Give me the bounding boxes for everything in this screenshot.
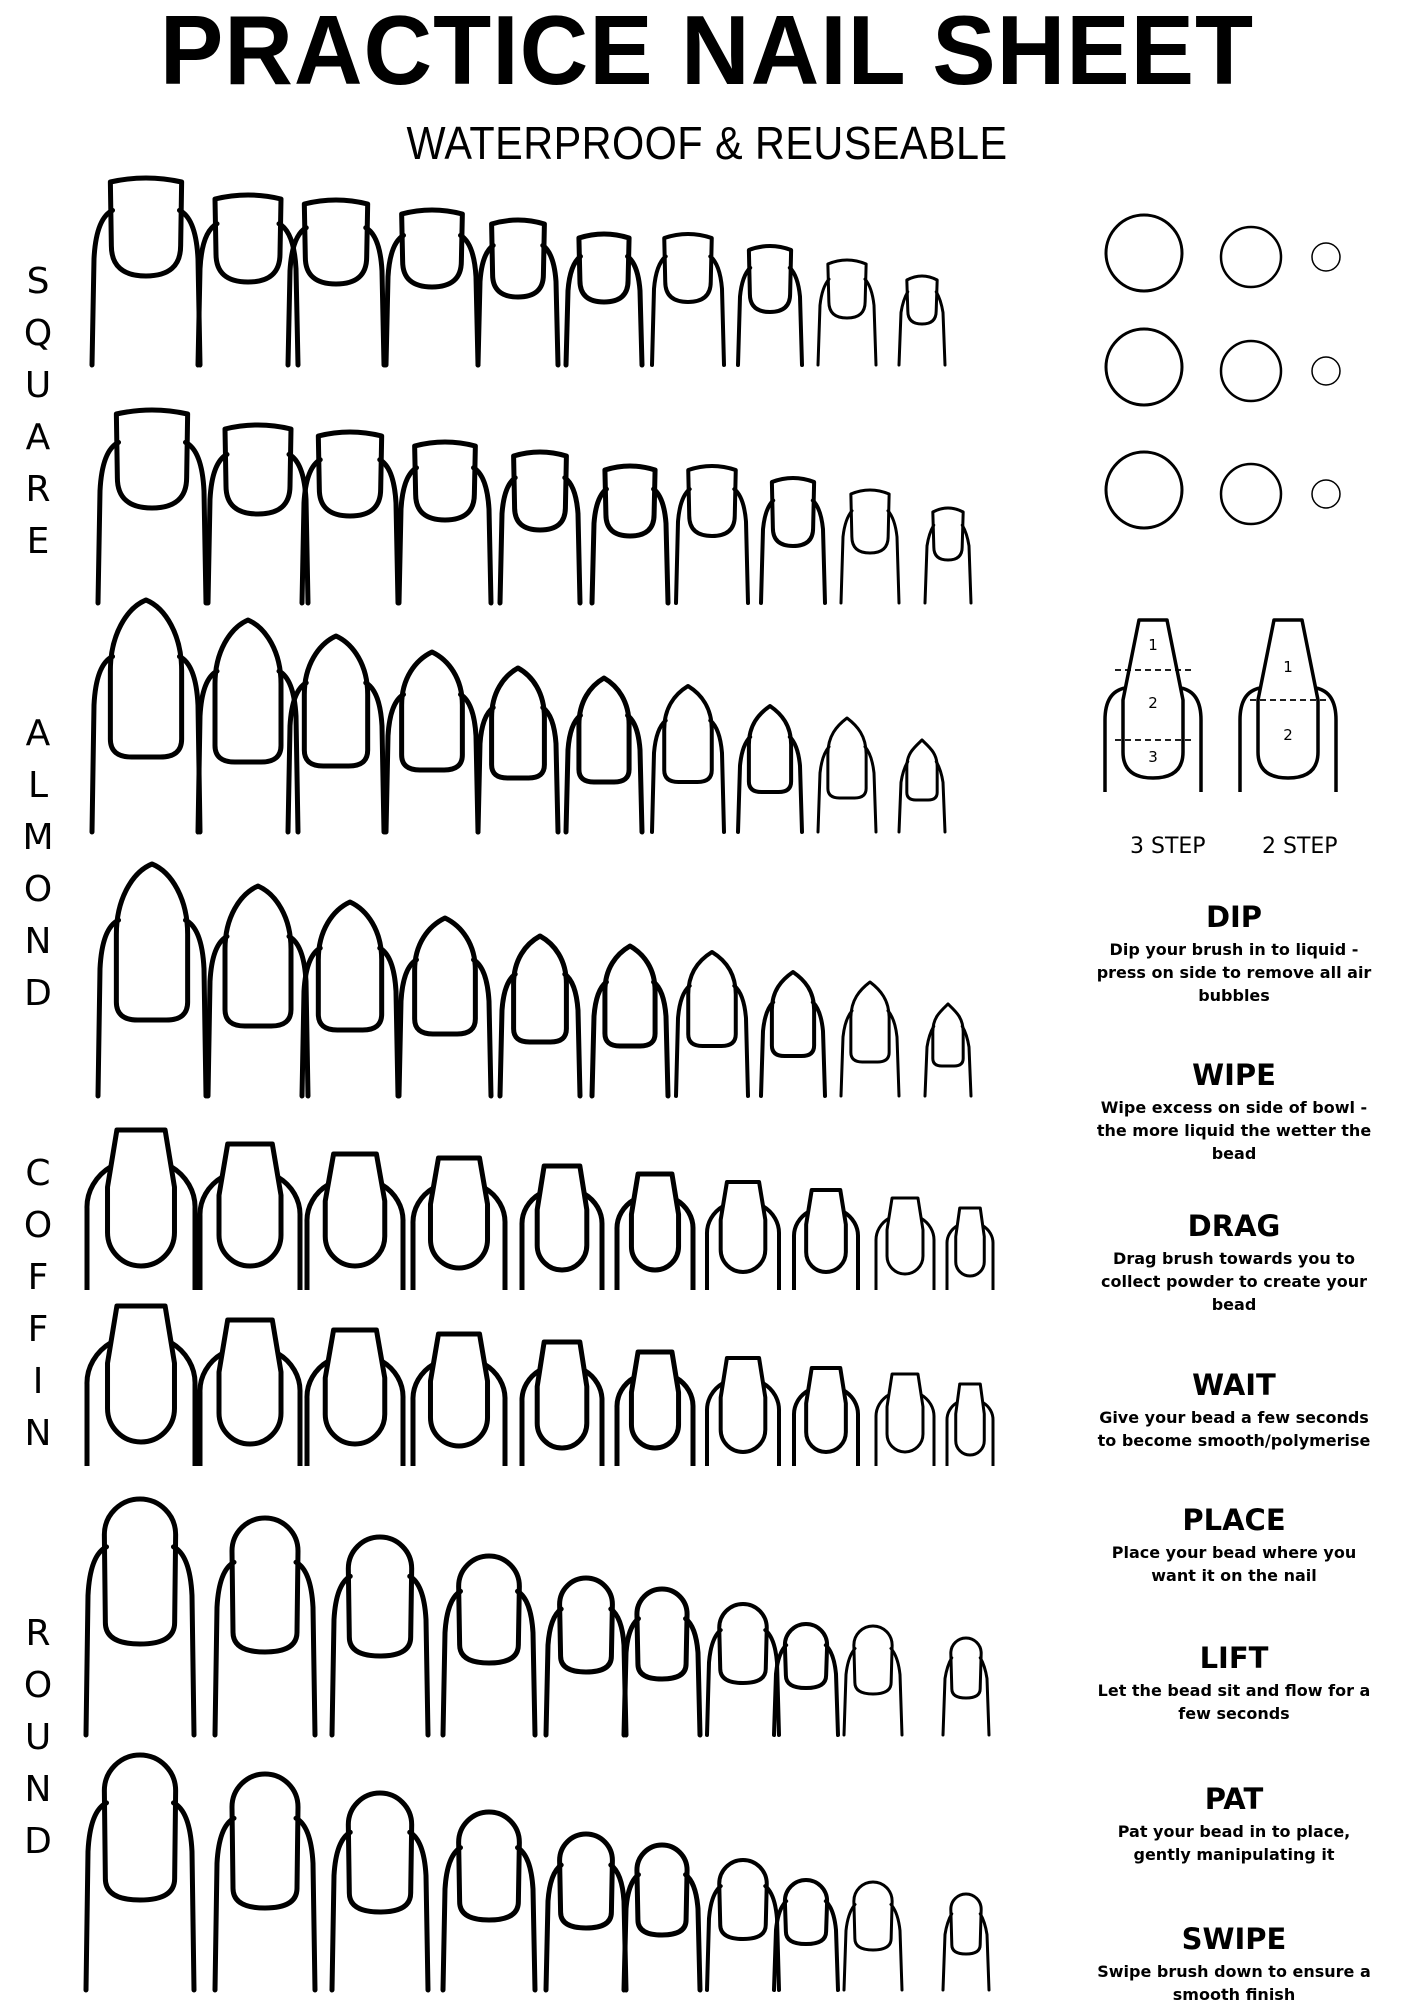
- almond-nail-tip: [318, 902, 381, 1030]
- practice-nail: [738, 246, 802, 365]
- square-nail-tip: [749, 246, 791, 312]
- coffin-nail-tip: [956, 1208, 985, 1276]
- round-nail-tip: [785, 1624, 827, 1688]
- practice-nail: [86, 1499, 194, 1735]
- coffin-nail-tip: [219, 1320, 281, 1444]
- almond-nail-tip: [402, 652, 463, 770]
- step-title: DIP: [1205, 900, 1263, 934]
- square-nail-tip: [215, 195, 281, 282]
- almond-nail-tip: [664, 686, 712, 782]
- coffin-nail-tip: [721, 1182, 766, 1272]
- step-description: Dip your brush in to liquid - press on side to remove all air bubbles: [1096, 940, 1372, 1005]
- square-nail-tip: [579, 234, 629, 302]
- step-drag: [1094, 1209, 1374, 1316]
- step-description: Let the bead sit and flow for a few seconds: [1097, 1681, 1371, 1723]
- bead-circle-small: [1312, 357, 1340, 385]
- round-nail-tip: [232, 1518, 298, 1652]
- practice-nail: [98, 410, 206, 603]
- practice-nail: [443, 1556, 535, 1735]
- section-label-letter: O: [23, 1665, 53, 1706]
- practice-nail: [876, 1198, 934, 1290]
- section-label-letter: O: [23, 1205, 53, 1246]
- section-label-letter: D: [24, 973, 52, 1014]
- round-nail-tip: [560, 1834, 613, 1928]
- square-nail-tip: [851, 490, 889, 553]
- practice-nail: [500, 936, 580, 1096]
- almond-nail-tip: [605, 946, 655, 1046]
- coffin-nail-tip: [537, 1342, 587, 1448]
- nail-row-almond: [92, 600, 945, 832]
- coffin-nail-tip: [956, 1384, 985, 1455]
- almond-nail-tip: [579, 678, 629, 782]
- coffin-nail-tip: [631, 1352, 678, 1448]
- practice-nail: [546, 1834, 626, 1990]
- square-nail-tip: [318, 432, 381, 516]
- practice-nail: [925, 508, 971, 603]
- practice-nail: [566, 234, 642, 365]
- almond-nail-tip: [304, 636, 367, 766]
- round-nail-tip: [459, 1812, 520, 1920]
- coffin-nail-tip: [537, 1166, 587, 1270]
- step-description: Swipe brush down to ensure a smooth finish: [1097, 1962, 1371, 2004]
- practice-nail: [943, 1638, 989, 1735]
- square-nail-tip: [514, 452, 567, 530]
- step-description: Pat your bead in to place, gently manipulating it: [1117, 1822, 1351, 1864]
- square-nail-tip: [402, 210, 463, 287]
- practice-nail: [592, 946, 668, 1096]
- nail-row-coffin: [87, 1130, 993, 1290]
- coffin-nail-tip: [325, 1154, 385, 1266]
- practice-nail: [761, 478, 825, 603]
- practice-nail: [208, 425, 308, 603]
- section-label-letter: I: [32, 1361, 44, 1402]
- round-nail-tip: [637, 1589, 687, 1679]
- almond-nail-tip: [215, 620, 281, 762]
- bead-circle-small: [1312, 243, 1340, 271]
- practice-nail: [707, 1358, 779, 1466]
- almond-nail-tip: [828, 718, 866, 798]
- bead-circle-large: [1106, 452, 1182, 528]
- almond-nail-tip: [907, 740, 937, 800]
- practice-nail: [844, 1626, 902, 1735]
- two-step-label: 2 STEP: [1262, 834, 1338, 859]
- step-wipe: [1094, 1058, 1374, 1165]
- practice-nail: [478, 220, 558, 365]
- three-step-diagram: [1105, 620, 1201, 792]
- coffin-nail-tip: [430, 1158, 487, 1268]
- practice-nail: [522, 1166, 602, 1290]
- practice-nail: [899, 276, 945, 365]
- bead-circle-medium: [1221, 227, 1281, 287]
- step-title: PLACE: [1182, 1503, 1286, 1537]
- step-dip: [1094, 900, 1374, 1007]
- square-nail-tip: [304, 200, 367, 284]
- practice-nail: [774, 1880, 838, 1990]
- practice-nail: [208, 886, 308, 1096]
- step-description: Wipe excess on side of bowl - the more liquid the wetter the bead: [1096, 1098, 1372, 1163]
- round-nail-tip: [348, 1537, 411, 1656]
- zone-number: 2: [1283, 726, 1293, 744]
- round-nail-tip: [785, 1880, 827, 1944]
- practice-nail: [307, 1154, 403, 1290]
- page-title: PRACTICE NAIL SHEET: [159, 0, 1255, 105]
- square-nail-tip: [772, 478, 814, 546]
- round-nail-tip: [854, 1882, 892, 1950]
- nail-row-square: [98, 410, 971, 603]
- practice-nail: [738, 706, 802, 832]
- round-nail-tip: [854, 1626, 892, 1694]
- practice-nail: [841, 982, 899, 1096]
- nail-row-almond: [98, 864, 971, 1096]
- bead-circle-medium: [1221, 341, 1281, 401]
- square-nail-tip: [664, 234, 712, 302]
- practice-nail: [386, 210, 478, 365]
- practice-nail: [332, 1537, 428, 1735]
- coffin-nail-tip: [806, 1368, 846, 1452]
- bead-circle-medium: [1221, 464, 1281, 524]
- practice-nail: [198, 620, 298, 832]
- practice-nail: [92, 600, 200, 832]
- step-description: Give your bead a few seconds to become smooth/polymerise: [1097, 1408, 1371, 1450]
- practice-nail: [707, 1604, 779, 1735]
- nail-row-square: [92, 178, 945, 365]
- square-nail-tip: [110, 178, 181, 276]
- practice-nail: [443, 1812, 535, 1990]
- step-place: [1094, 1503, 1374, 1587]
- coffin-nail-tip: [1258, 620, 1318, 778]
- section-label-letter: Q: [23, 313, 53, 354]
- section-label-letter: U: [24, 1717, 52, 1758]
- bead-size-circles: [1106, 215, 1340, 528]
- step-lift: [1094, 1641, 1374, 1725]
- practice-nail: [818, 718, 876, 832]
- practice-nail: [566, 678, 642, 832]
- practice-nail: [500, 452, 580, 603]
- round-nail-tip: [637, 1845, 687, 1935]
- square-nail-tip: [907, 276, 937, 324]
- practice-nail: [707, 1860, 779, 1990]
- coffin-nail-tip: [887, 1198, 923, 1274]
- practice-nail: [98, 864, 206, 1096]
- section-label-letter: N: [24, 1413, 52, 1454]
- round-nail-tip: [719, 1604, 767, 1683]
- section-label-letter: D: [24, 1821, 52, 1862]
- section-label-letter: F: [27, 1257, 49, 1298]
- practice-nail: [624, 1589, 700, 1735]
- section-label-letter: A: [25, 417, 51, 458]
- practice-nail: [87, 1130, 195, 1290]
- section-label-letter: R: [25, 1613, 51, 1654]
- square-nail-tip: [415, 442, 476, 520]
- round-nail-tip: [348, 1793, 411, 1912]
- section-label-letter: O: [23, 869, 53, 910]
- section-label-letter: U: [24, 365, 52, 406]
- two-step-diagram: [1240, 620, 1336, 792]
- step-description: Place your bead where you want it on the nail: [1111, 1543, 1357, 1585]
- almond-nail-tip: [116, 864, 187, 1020]
- practice-nail: [522, 1342, 602, 1466]
- almond-nail-tip: [851, 982, 889, 1062]
- practice-nail: [652, 686, 724, 832]
- bead-circle-large: [1106, 215, 1182, 291]
- practice-nail: [546, 1578, 626, 1735]
- almond-nail-tip: [110, 600, 181, 757]
- practice-nail: [399, 918, 491, 1096]
- coffin-nail-tip: [806, 1190, 846, 1272]
- practice-nail: [399, 442, 491, 603]
- coffin-nail-tip: [721, 1358, 766, 1452]
- bead-circle-large: [1106, 329, 1182, 405]
- step-title: PAT: [1204, 1782, 1264, 1816]
- square-nail-tip: [933, 508, 963, 560]
- practice-nail: [876, 1374, 934, 1466]
- almond-nail-tip: [225, 886, 291, 1026]
- square-nail-tip: [605, 466, 655, 536]
- step-title: DRAG: [1187, 1209, 1281, 1243]
- section-label-letter: N: [24, 1769, 52, 1810]
- coffin-nail-tip: [219, 1144, 281, 1266]
- practice-nail: [200, 1320, 300, 1466]
- step-wait: [1094, 1368, 1374, 1452]
- practice-nail: [774, 1624, 838, 1735]
- square-nail-tip: [492, 220, 545, 297]
- practice-nail: [925, 1004, 971, 1096]
- practice-nail: [302, 432, 398, 603]
- practice-nail: [92, 178, 200, 365]
- step-title: LIFT: [1199, 1641, 1269, 1675]
- nail-row-round: [86, 1755, 989, 1990]
- practice-nail: [617, 1352, 693, 1466]
- almond-nail-tip: [415, 918, 476, 1034]
- practice-nail: [947, 1384, 993, 1466]
- round-nail-tip: [104, 1499, 175, 1644]
- practice-nail: [288, 200, 384, 365]
- practice-nail: [947, 1208, 993, 1290]
- step-title: SWIPE: [1181, 1922, 1287, 1956]
- section-label-letter: R: [25, 469, 51, 510]
- zone-number: 3: [1148, 748, 1158, 766]
- practice-nail: [676, 952, 748, 1096]
- nail-row-coffin: [87, 1306, 993, 1466]
- practice-nail: [676, 466, 748, 603]
- practice-nail: [899, 740, 945, 832]
- step-swipe: [1094, 1922, 1374, 2006]
- coffin-nail-tip: [108, 1130, 175, 1266]
- square-nail-tip: [225, 425, 291, 514]
- zone-number: 2: [1148, 694, 1158, 712]
- step-pat: [1094, 1782, 1374, 1866]
- round-nail-tip: [232, 1774, 298, 1908]
- square-nail-tip: [116, 410, 187, 508]
- practice-nail: [794, 1368, 858, 1466]
- practice-nail: [332, 1793, 428, 1990]
- section-label-letter: F: [27, 1309, 49, 1350]
- practice-nail: [307, 1330, 403, 1466]
- practice-nail: [302, 902, 398, 1096]
- practice-nail: [818, 260, 876, 365]
- practice-nail: [413, 1158, 505, 1290]
- coffin-nail-tip: [631, 1174, 678, 1270]
- three-step-label: 3 STEP: [1130, 834, 1206, 859]
- coffin-nail-tip: [108, 1306, 175, 1442]
- practice-nail: [617, 1174, 693, 1290]
- almond-nail-tip: [772, 972, 814, 1056]
- zone-number: 1: [1148, 636, 1158, 654]
- round-nail-tip: [951, 1638, 981, 1698]
- almond-nail-tip: [514, 936, 567, 1042]
- zone-number: 1: [1283, 658, 1293, 676]
- almond-nail-tip: [749, 706, 791, 792]
- practice-nail: [288, 636, 384, 832]
- coffin-nail-tip: [887, 1374, 923, 1452]
- almond-nail-tip: [688, 952, 736, 1046]
- coffin-nail-tip: [430, 1334, 487, 1446]
- practice-nail: [215, 1774, 315, 1990]
- almond-nail-tip: [933, 1004, 963, 1066]
- practice-nail: [478, 668, 558, 832]
- almond-nail-tip: [492, 668, 545, 778]
- section-label-letter: C: [25, 1153, 51, 1194]
- practice-nail: [200, 1144, 300, 1290]
- section-label-letter: S: [26, 261, 50, 302]
- nail-row-round: [86, 1499, 989, 1735]
- practice-nail: [592, 466, 668, 603]
- practice-nail: [86, 1755, 194, 1990]
- practice-nail: [943, 1894, 989, 1990]
- section-label-letter: E: [26, 521, 50, 562]
- practice-nail: [215, 1518, 315, 1735]
- practice-nail: [707, 1182, 779, 1290]
- section-label-letter: M: [22, 817, 54, 858]
- square-nail-tip: [828, 260, 866, 318]
- bead-circle-small: [1312, 480, 1340, 508]
- practice-nail: [386, 652, 478, 832]
- practice-nail: [87, 1306, 195, 1466]
- practice-nail: [652, 234, 724, 365]
- round-nail-tip: [459, 1556, 520, 1663]
- practice-nail: [761, 972, 825, 1096]
- section-label-letter: L: [27, 765, 49, 806]
- round-nail-tip: [719, 1860, 767, 1939]
- round-nail-tip: [951, 1894, 981, 1954]
- practice-nail: [794, 1190, 858, 1290]
- page-subtitle: WATERPROOF & REUSEABLE: [406, 117, 1008, 169]
- step-description: Drag brush towards you to collect powder to create your bead: [1101, 1249, 1367, 1314]
- round-nail-tip: [104, 1755, 175, 1900]
- section-label-letter: A: [25, 713, 51, 754]
- practice-nail: [198, 195, 298, 365]
- practice-nail: [624, 1845, 700, 1990]
- step-title: WAIT: [1192, 1368, 1276, 1402]
- step-title: WIPE: [1192, 1058, 1276, 1092]
- round-nail-tip: [560, 1578, 613, 1672]
- practice-nail: [841, 490, 899, 603]
- practice-nail: [844, 1882, 902, 1990]
- practice-nail: [413, 1334, 505, 1466]
- square-nail-tip: [688, 466, 736, 536]
- section-label-letter: N: [24, 921, 52, 962]
- coffin-nail-tip: [325, 1330, 385, 1444]
